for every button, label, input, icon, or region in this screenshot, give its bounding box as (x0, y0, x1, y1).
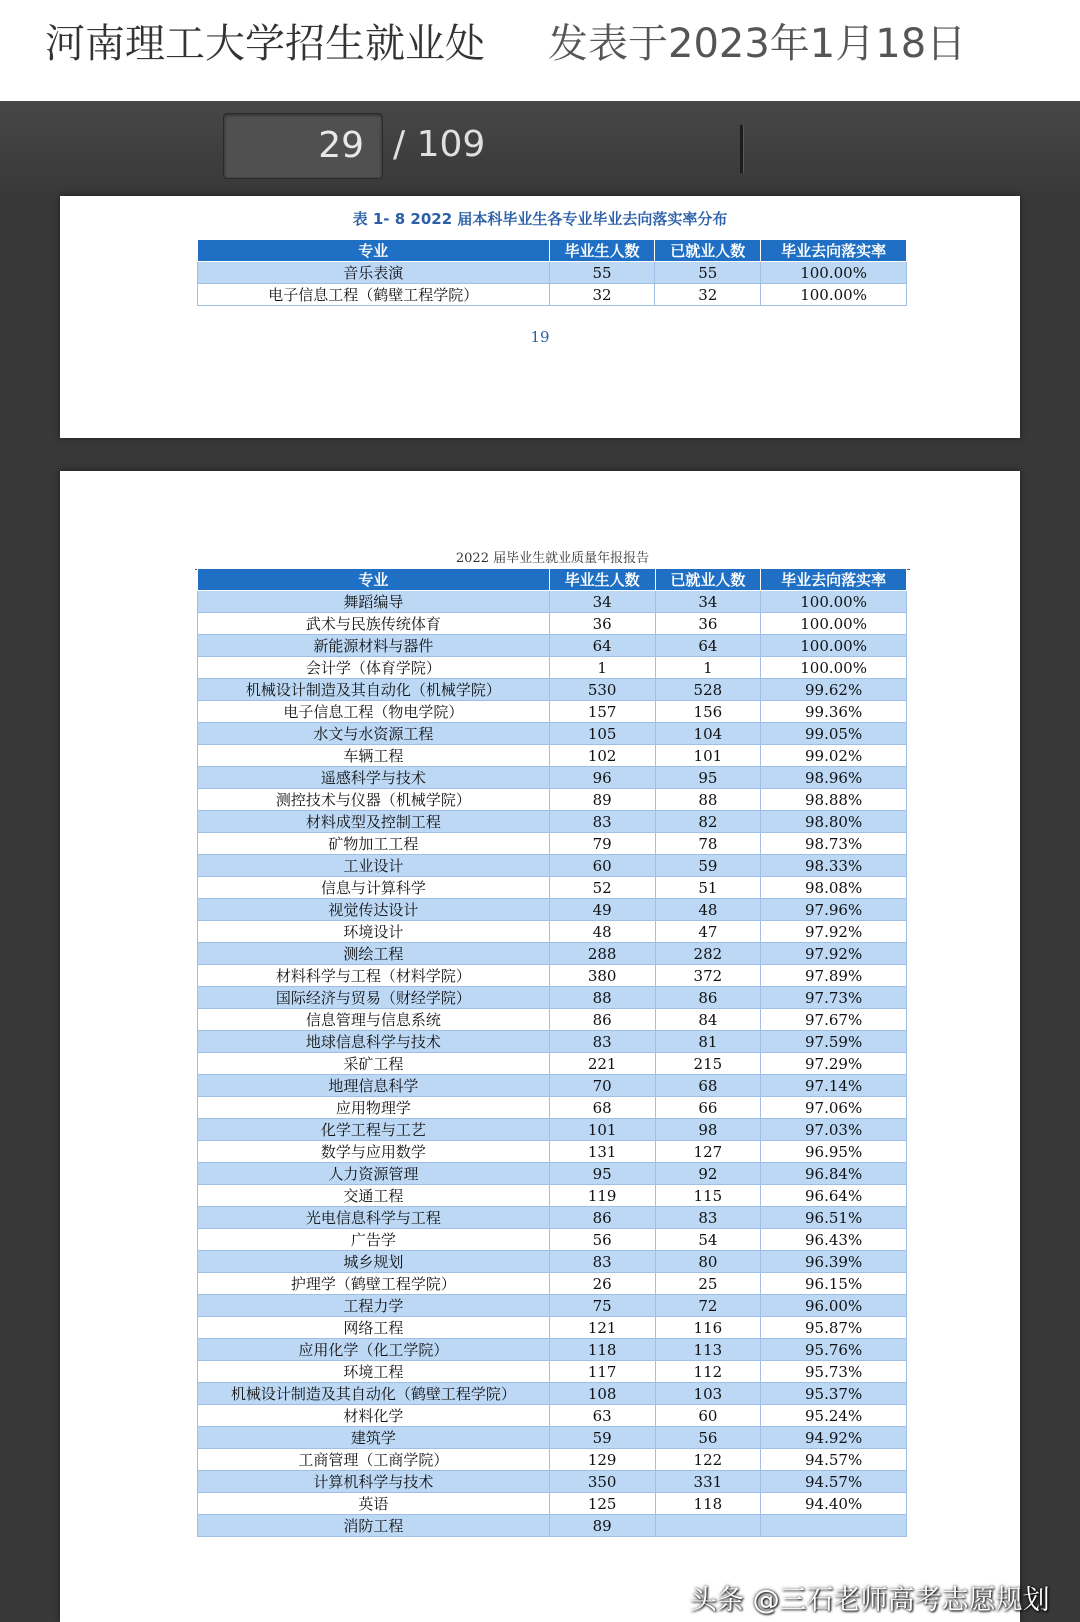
table-row (198, 613, 907, 635)
cell-major: 应用化学（化工学院） (198, 1339, 550, 1361)
cell-employed: 86 (655, 987, 761, 1009)
cell-employed: 55 (655, 262, 761, 284)
cell-rate: 96.84% (761, 1163, 907, 1185)
cell-major: 建筑学 (198, 1427, 550, 1449)
table-row (198, 1273, 907, 1295)
post-date: 发表于2023年1月18日 (548, 21, 967, 67)
cell-rate: 98.33% (761, 855, 907, 877)
cell-employed: 84 (655, 1009, 761, 1031)
table-row (198, 1141, 907, 1163)
cell-graduates: 108 (549, 1383, 655, 1405)
cell-major: 人力资源管理 (198, 1163, 550, 1185)
cell-employed: 80 (655, 1251, 761, 1273)
table-row (198, 1295, 907, 1317)
cell-rate: 99.05% (761, 723, 907, 745)
cell-major: 化学工程与工艺 (198, 1119, 550, 1141)
cell-major: 遥感科学与技术 (198, 767, 550, 789)
cell-major: 新能源材料与器件 (198, 635, 550, 657)
cell-rate: 96.39% (761, 1251, 907, 1273)
cell-graduates: 221 (549, 1053, 655, 1075)
cell-employed: 66 (655, 1097, 761, 1119)
running-head: 2022 届毕业生就业质量年报报告 (455, 551, 650, 566)
table-row (198, 877, 907, 899)
table-row (198, 855, 907, 877)
cell-rate: 98.73% (761, 833, 907, 855)
cell-graduates: 1 (549, 657, 655, 679)
table-row (198, 1405, 907, 1427)
cell-graduates: 380 (549, 965, 655, 987)
table-row (198, 1339, 907, 1361)
table-row (198, 1251, 907, 1273)
table-row (198, 1185, 907, 1207)
cell-graduates: 34 (549, 591, 655, 613)
cell-graduates: 129 (549, 1449, 655, 1471)
header-employed: 已就业人数 (655, 569, 761, 591)
cell-graduates: 125 (549, 1493, 655, 1515)
cell-rate: 99.62% (761, 679, 907, 701)
cell-rate: 100.00% (761, 591, 907, 613)
cell-rate: 97.67% (761, 1009, 907, 1031)
cell-rate: 97.96% (761, 899, 907, 921)
cell-major: 护理学（鹤壁工程学院） (198, 1273, 550, 1295)
table-body (198, 591, 907, 1537)
header-rate: 毕业去向落实率 (761, 569, 907, 591)
cell-graduates: 131 (549, 1141, 655, 1163)
cell-graduates: 83 (549, 1031, 655, 1053)
cell-employed: 282 (655, 943, 761, 965)
cell-employed: 331 (655, 1471, 761, 1493)
cell-graduates: 157 (549, 701, 655, 723)
cell-major: 矿物加工工程 (198, 833, 550, 855)
cell-major: 音乐表演 (198, 262, 550, 284)
header-rate: 毕业去向落实率 (761, 240, 907, 262)
cell-major: 工程力学 (198, 1295, 550, 1317)
cell-graduates: 36 (549, 613, 655, 635)
cell-graduates: 119 (549, 1185, 655, 1207)
cell-major: 机械设计制造及其自动化（鹤壁工程学院） (198, 1383, 550, 1405)
table-row (198, 965, 907, 987)
cell-employed: 36 (655, 613, 761, 635)
table-row (198, 1097, 907, 1119)
cell-graduates: 63 (549, 1405, 655, 1427)
cell-major: 环境工程 (198, 1361, 550, 1383)
cell-employed: 528 (655, 679, 761, 701)
header-employed: 已就业人数 (655, 240, 761, 262)
table-caption: 表 1- 8 2022 届本科毕业生各专业毕业去向落实率分布 (352, 210, 728, 228)
table-row (198, 1493, 907, 1515)
cell-graduates: 49 (549, 899, 655, 921)
cell-rate: 100.00% (761, 284, 907, 306)
cell-rate: 97.06% (761, 1097, 907, 1119)
cell-graduates: 288 (549, 943, 655, 965)
cell-graduates: 105 (549, 723, 655, 745)
cell-major: 会计学（体育学院） (198, 657, 550, 679)
table-row (198, 789, 907, 811)
table-row (198, 701, 907, 723)
cell-major: 材料科学与工程（材料学院） (198, 965, 550, 987)
cell-major: 信息与计算科学 (198, 877, 550, 899)
cell-major: 武术与民族传统体育 (198, 613, 550, 635)
cell-graduates: 48 (549, 921, 655, 943)
table-row (198, 1163, 907, 1185)
cell-rate: 100.00% (761, 262, 907, 284)
cell-graduates: 89 (549, 1515, 655, 1537)
cell-rate: 99.36% (761, 701, 907, 723)
cell-major: 网络工程 (198, 1317, 550, 1339)
cell-major: 应用物理学 (198, 1097, 550, 1119)
cell-rate: 97.14% (761, 1075, 907, 1097)
table-row (198, 943, 907, 965)
cell-graduates: 95 (549, 1163, 655, 1185)
cell-rate: 96.51% (761, 1207, 907, 1229)
table-row (198, 767, 907, 789)
cell-graduates: 83 (549, 1251, 655, 1273)
table-row (198, 1119, 907, 1141)
cell-graduates: 75 (549, 1295, 655, 1317)
table-row (198, 1031, 907, 1053)
cell-graduates: 530 (549, 679, 655, 701)
cell-employed (655, 1515, 761, 1537)
cell-employed: 101 (655, 745, 761, 767)
cell-employed: 81 (655, 1031, 761, 1053)
cell-major: 车辆工程 (198, 745, 550, 767)
cell-graduates: 86 (549, 1207, 655, 1229)
cell-rate: 94.57% (761, 1471, 907, 1493)
table-row (198, 921, 907, 943)
cell-rate: 94.40% (761, 1493, 907, 1515)
table-row (198, 1075, 907, 1097)
cell-graduates: 350 (549, 1471, 655, 1493)
post-source: 河南理工大学招生就业处 (45, 21, 485, 67)
cell-major: 地理信息科学 (198, 1075, 550, 1097)
cell-rate: 96.00% (761, 1295, 907, 1317)
table-row (198, 1053, 907, 1075)
cell-rate: 98.88% (761, 789, 907, 811)
cell-rate: 95.76% (761, 1339, 907, 1361)
cell-employed: 47 (655, 921, 761, 943)
cell-rate: 97.73% (761, 987, 907, 1009)
cell-rate: 95.24% (761, 1405, 907, 1427)
cell-graduates: 70 (549, 1075, 655, 1097)
cell-rate: 96.95% (761, 1141, 907, 1163)
cell-employed: 98 (655, 1119, 761, 1141)
table-row (198, 811, 907, 833)
table-row (198, 1383, 907, 1405)
cell-employed: 59 (655, 855, 761, 877)
cell-graduates: 88 (549, 987, 655, 1009)
cell-employed: 372 (655, 965, 761, 987)
table-row (198, 1427, 907, 1449)
cell-major: 工业设计 (198, 855, 550, 877)
table-row (198, 723, 907, 745)
table-row (198, 1361, 907, 1383)
cell-employed: 88 (655, 789, 761, 811)
cell-major: 舞蹈编导 (198, 591, 550, 613)
cell-major: 测绘工程 (198, 943, 550, 965)
table-header-row (198, 569, 907, 591)
employment-table-page2 (197, 568, 907, 1537)
cell-major: 英语 (198, 1493, 550, 1515)
cell-major: 工商管理（工商学院） (198, 1449, 550, 1471)
cell-rate: 97.03% (761, 1119, 907, 1141)
cell-employed: 95 (655, 767, 761, 789)
cell-graduates: 89 (549, 789, 655, 811)
cell-rate: 100.00% (761, 613, 907, 635)
page-number-input[interactable]: 29 (223, 113, 383, 179)
table-row (198, 1207, 907, 1229)
cell-major: 数学与应用数学 (198, 1141, 550, 1163)
cell-employed: 127 (655, 1141, 761, 1163)
table-row (198, 745, 907, 767)
cell-rate: 98.08% (761, 877, 907, 899)
cell-employed: 215 (655, 1053, 761, 1075)
cell-employed: 60 (655, 1405, 761, 1427)
cell-employed: 118 (655, 1493, 761, 1515)
cell-employed: 51 (655, 877, 761, 899)
cell-employed: 64 (655, 635, 761, 657)
cell-major: 信息管理与信息系统 (198, 1009, 550, 1031)
table-row (198, 899, 907, 921)
cell-rate: 100.00% (761, 635, 907, 657)
cell-employed: 25 (655, 1273, 761, 1295)
cell-graduates: 117 (549, 1361, 655, 1383)
cell-rate: 95.87% (761, 1317, 907, 1339)
cell-graduates: 56 (549, 1229, 655, 1251)
cell-graduates: 68 (549, 1097, 655, 1119)
cell-rate: 96.64% (761, 1185, 907, 1207)
cell-rate: 94.92% (761, 1427, 907, 1449)
cell-rate: 100.00% (761, 657, 907, 679)
cell-major: 计算机科学与技术 (198, 1471, 550, 1493)
cell-employed: 115 (655, 1185, 761, 1207)
cell-graduates: 118 (549, 1339, 655, 1361)
cell-major: 测控技术与仪器（机械学院） (198, 789, 550, 811)
page-number: 19 (530, 328, 550, 346)
cell-employed: 68 (655, 1075, 761, 1097)
table-row (198, 1229, 907, 1251)
cell-major: 材料成型及控制工程 (198, 811, 550, 833)
cell-graduates: 86 (549, 1009, 655, 1031)
header-major: 专业 (198, 569, 550, 591)
header-major: 专业 (198, 240, 550, 262)
table-row (198, 987, 907, 1009)
cell-employed: 116 (655, 1317, 761, 1339)
cell-employed: 78 (655, 833, 761, 855)
cell-rate: 99.02% (761, 745, 907, 767)
cell-graduates: 55 (549, 262, 655, 284)
cell-graduates: 26 (549, 1273, 655, 1295)
cell-graduates: 96 (549, 767, 655, 789)
header-graduates: 毕业生人数 (549, 240, 655, 262)
cell-graduates: 101 (549, 1119, 655, 1141)
cell-employed: 104 (655, 723, 761, 745)
cell-major: 材料化学 (198, 1405, 550, 1427)
cell-employed: 34 (655, 591, 761, 613)
cell-graduates: 52 (549, 877, 655, 899)
cell-graduates: 79 (549, 833, 655, 855)
table-row (198, 1009, 907, 1031)
table-row (198, 591, 907, 613)
cell-rate: 98.80% (761, 811, 907, 833)
table-row (198, 1317, 907, 1339)
cell-rate: 94.57% (761, 1449, 907, 1471)
cell-rate: 98.96% (761, 767, 907, 789)
cell-major: 消防工程 (198, 1515, 550, 1537)
cell-rate: 97.89% (761, 965, 907, 987)
cell-rate: 97.92% (761, 943, 907, 965)
cell-employed: 82 (655, 811, 761, 833)
cell-graduates: 102 (549, 745, 655, 767)
table-row (198, 635, 907, 657)
cell-graduates: 121 (549, 1317, 655, 1339)
page-total-label: / 109 (393, 124, 486, 165)
table-row (198, 679, 907, 701)
cell-major: 采矿工程 (198, 1053, 550, 1075)
table-row (198, 1471, 907, 1493)
cell-employed: 103 (655, 1383, 761, 1405)
cell-employed: 56 (655, 1427, 761, 1449)
cell-graduates: 59 (549, 1427, 655, 1449)
cell-employed: 32 (655, 284, 761, 306)
cell-major: 广告学 (198, 1229, 550, 1251)
cell-employed: 1 (655, 657, 761, 679)
cell-rate: 97.29% (761, 1053, 907, 1075)
cell-employed: 92 (655, 1163, 761, 1185)
cell-employed: 54 (655, 1229, 761, 1251)
cell-employed: 72 (655, 1295, 761, 1317)
cell-graduates: 64 (549, 635, 655, 657)
cell-major: 城乡规划 (198, 1251, 550, 1273)
cell-major: 水文与水资源工程 (198, 723, 550, 745)
cell-major: 国际经济与贸易（财经学院） (198, 987, 550, 1009)
table-row (198, 657, 907, 679)
cell-graduates: 32 (549, 284, 655, 306)
cell-rate: 96.43% (761, 1229, 907, 1251)
cell-rate: 96.15% (761, 1273, 907, 1295)
watermark: 头条 @三石老师高考志愿规划 (690, 1585, 1050, 1616)
cell-major: 环境设计 (198, 921, 550, 943)
cell-rate (761, 1515, 907, 1537)
cell-employed: 112 (655, 1361, 761, 1383)
cell-employed: 122 (655, 1449, 761, 1471)
table-row (198, 1449, 907, 1471)
cell-major: 地球信息科学与技术 (198, 1031, 550, 1053)
cell-major: 电子信息工程（鹤壁工程学院） (198, 284, 550, 306)
cell-rate: 97.92% (761, 921, 907, 943)
cell-major: 视觉传达设计 (198, 899, 550, 921)
cell-graduates: 83 (549, 811, 655, 833)
cell-employed: 156 (655, 701, 761, 723)
cell-major: 机械设计制造及其自动化（机械学院） (198, 679, 550, 701)
cell-graduates: 60 (549, 855, 655, 877)
table-row (198, 833, 907, 855)
cell-major: 光电信息科学与工程 (198, 1207, 550, 1229)
table-row (198, 1515, 907, 1537)
cell-rate: 95.73% (761, 1361, 907, 1383)
cell-major: 电子信息工程（物电学院） (198, 701, 550, 723)
header-graduates: 毕业生人数 (549, 569, 655, 591)
cell-employed: 83 (655, 1207, 761, 1229)
cell-employed: 48 (655, 899, 761, 921)
cell-employed: 113 (655, 1339, 761, 1361)
cell-rate: 95.37% (761, 1383, 907, 1405)
cell-major: 交通工程 (198, 1185, 550, 1207)
cell-rate: 97.59% (761, 1031, 907, 1053)
